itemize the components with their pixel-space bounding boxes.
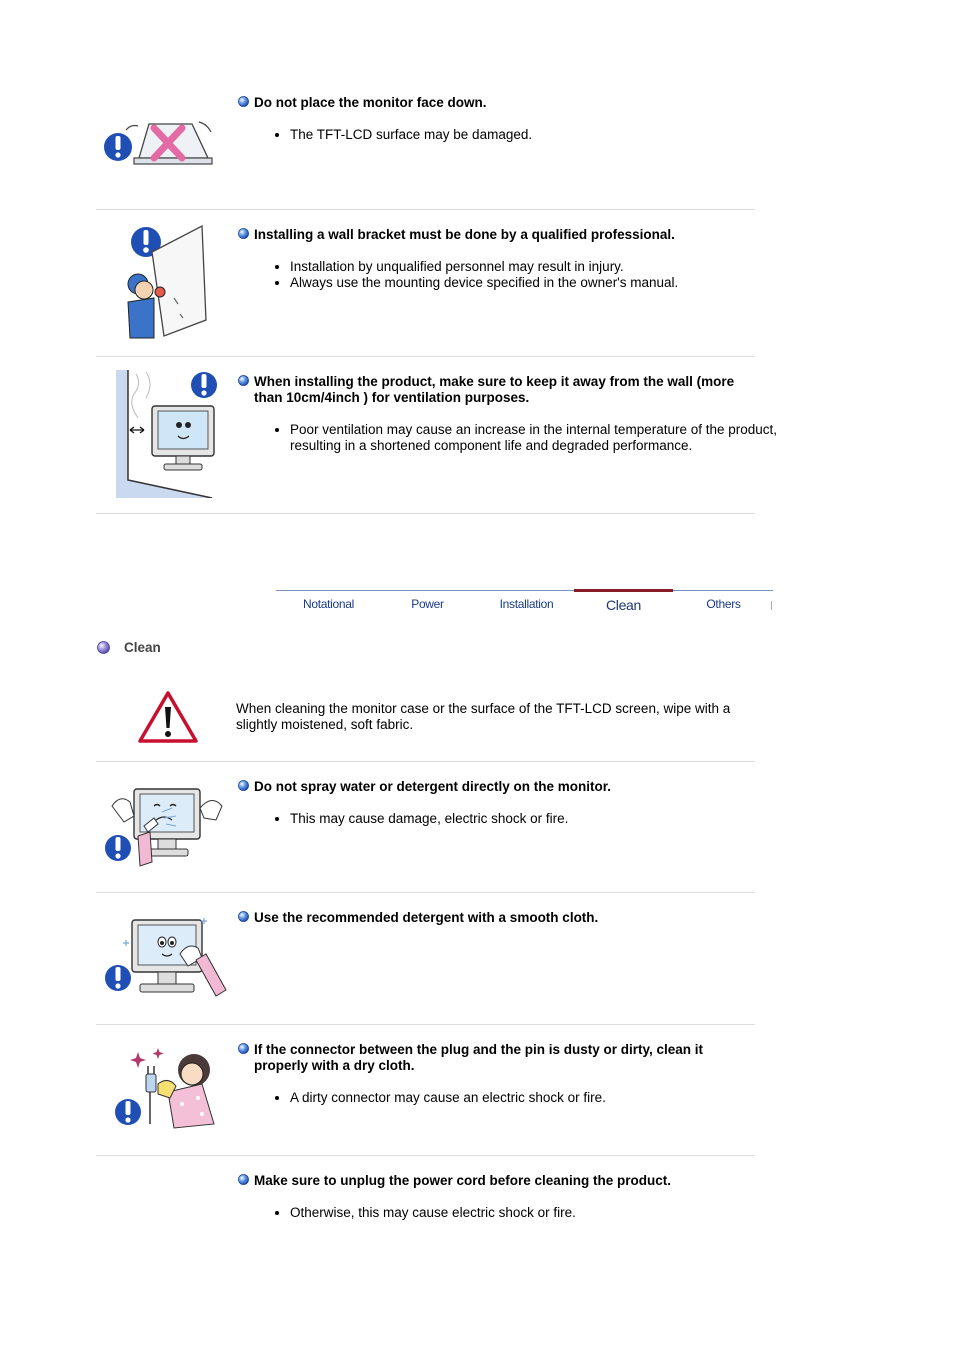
bullet-dot-icon bbox=[238, 1174, 249, 1185]
bullet-dot-icon bbox=[238, 1043, 249, 1054]
wall-ventilation-illustration bbox=[116, 370, 220, 503]
item-title: When installing the product, make sure to keep it away from the wall (more than 10cm/4inch ) for ventilation purposes. bbox=[238, 374, 758, 406]
divider bbox=[96, 513, 755, 514]
monitor-face-down-illustration bbox=[104, 118, 219, 173]
warning-triangle-icon bbox=[137, 690, 199, 749]
caution-icon bbox=[115, 1099, 141, 1125]
section-bullet-icon bbox=[97, 641, 110, 654]
tab-notational[interactable]: Notational bbox=[302, 597, 355, 611]
item-title: Use the recommended detergent with a smooth cloth. bbox=[238, 910, 758, 926]
connector-cleaning-illustration bbox=[112, 1044, 218, 1135]
list-item: • Poor ventilation may cause an increase in the internal temperature of the product, resulting in a shortened component life and degraded performance. bbox=[290, 422, 780, 454]
divider bbox=[96, 761, 755, 762]
bullet-dot-icon bbox=[238, 96, 249, 107]
bullet-list bbox=[254, 422, 780, 454]
bullet-list bbox=[254, 1090, 780, 1106]
tab-divider bbox=[771, 601, 772, 610]
list-item: • Otherwise, this may cause electric shock or fire. bbox=[290, 1205, 780, 1221]
item-title: Do not place the monitor face down. bbox=[238, 95, 758, 111]
bullet-dot-icon bbox=[238, 780, 249, 791]
bullet-dot-icon bbox=[238, 911, 249, 922]
item-title: Make sure to unplug the power cord before cleaning the product. bbox=[238, 1173, 758, 1189]
bullet-dot-icon bbox=[238, 375, 249, 386]
list-item: • This may cause damage, electric shock or fire. bbox=[290, 811, 780, 827]
caution-icon bbox=[191, 372, 217, 398]
tab-power[interactable]: Power bbox=[411, 597, 444, 611]
item-title: Installing a wall bracket must be done by a qualified professional. bbox=[238, 227, 758, 243]
item-title: If the connector between the plug and the pin is dusty or dirty, clean it properly with a dry cloth. bbox=[238, 1042, 758, 1074]
list-item: • A dirty connector may cause an electric shock or fire. bbox=[290, 1090, 780, 1106]
divider bbox=[96, 1024, 755, 1025]
spray-monitor-illustration bbox=[104, 786, 228, 873]
tab-clean[interactable]: Clean bbox=[574, 589, 673, 622]
tab-installation[interactable]: Installation bbox=[499, 597, 554, 611]
list-item: • The TFT-LCD surface may be damaged. bbox=[290, 127, 780, 143]
bullet-list bbox=[254, 1205, 780, 1221]
caution-icon bbox=[105, 965, 131, 991]
clean-intro-text: When cleaning the monitor case or the surface of the TFT-LCD screen, wipe with a slightly moistened, soft fabric. bbox=[236, 701, 731, 732]
section-tabs bbox=[276, 590, 773, 621]
list-item: • Always use the mounting device specified in the owner's manual. bbox=[290, 275, 780, 291]
bullet-list bbox=[254, 259, 780, 291]
bullet-list bbox=[254, 127, 780, 143]
caution-icon bbox=[105, 835, 131, 861]
divider bbox=[96, 209, 755, 210]
item-title: Do not spray water or detergent directly on the monitor. bbox=[238, 779, 758, 795]
section-heading: Clean bbox=[97, 640, 161, 655]
list-item: • Installation by unqualified personnel may result in injury. bbox=[290, 259, 780, 275]
caution-icon bbox=[104, 133, 132, 161]
wall-bracket-installer-illustration bbox=[124, 224, 210, 345]
divider bbox=[96, 892, 755, 893]
tab-others[interactable]: Others bbox=[706, 597, 741, 611]
bullet-list bbox=[254, 811, 780, 827]
divider bbox=[96, 1155, 755, 1156]
cloth-cleaning-illustration bbox=[104, 910, 228, 1005]
divider bbox=[96, 356, 755, 357]
bullet-dot-icon bbox=[238, 228, 249, 239]
